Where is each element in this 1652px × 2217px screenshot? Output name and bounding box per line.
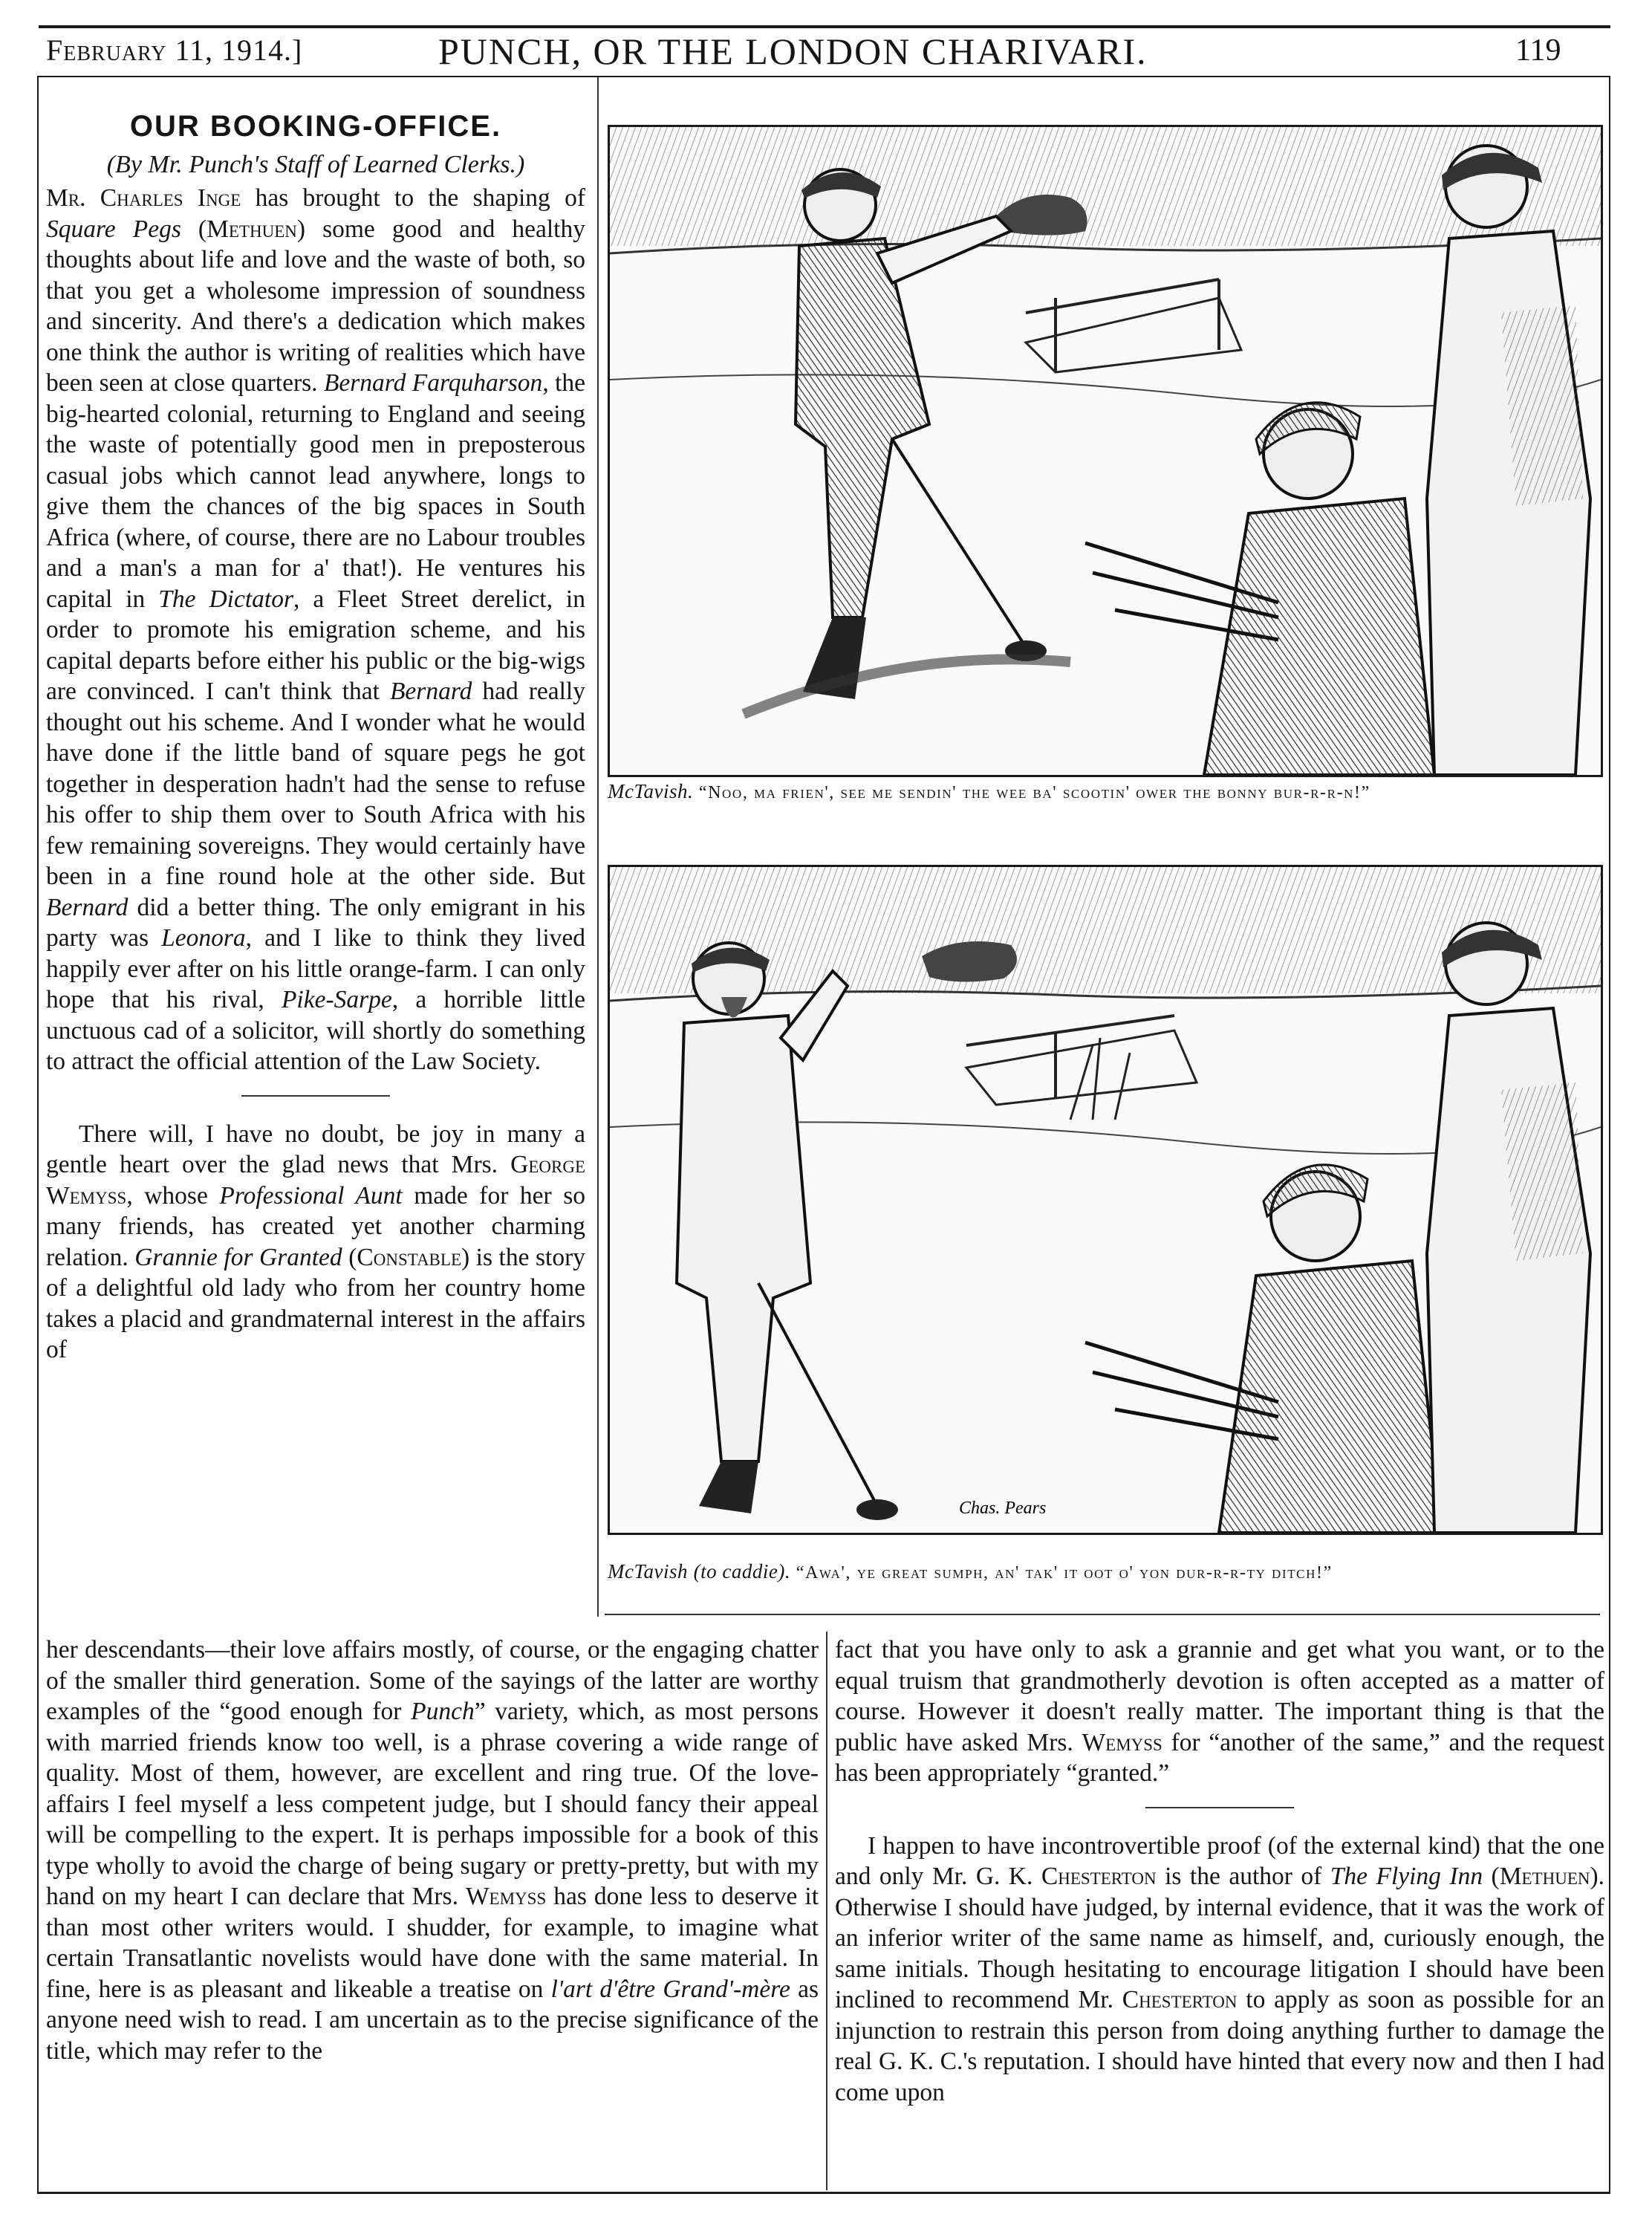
issue-date: February 11, 1914.] (46, 33, 303, 67)
cartoon-golf-burn-illustration (608, 125, 1603, 777)
header-top-rule (39, 25, 1610, 28)
cartoon2-speaker: McTavish (608, 1560, 689, 1583)
section-separator-2 (1145, 1807, 1294, 1808)
review-square-pegs: Mr. Charles Inge has brought to the shaping of Square Pegs (Methuen) some good and healthy thoughts about life and love and the waste of both, so that you get a wholesome impression of soundness and sincerity. And there's a dedication which makes one think the author is writing of realities which have been seen at close quarters. Bernard Farquharson, the big-hearted colonial, returning to England and seeing the waste of potentially good men in preposterous casual jobs which cannot lead anywhere, longs to give them the chances of the big spaces in South Africa (where, of course, there are no Labour troubles and a man's a man for a' that!). He ventures his capital in The Dictator, a Fleet Street derelict, in order to promote his emigration scheme, and his capital departs before either his public or the big-wigs are convinced. I can't think that Bernard had really thought out his scheme. And I wonder what he would have done if the little band of square pegs he got together in desperation hadn't had the sense to refuse his offer to ship them over to South Africa with his few remaining sovereigns. They would certainly have been in a fine round hole at the other side. But Bernard did a better thing. The only emigrant in his party was Leonora, and I like to think they lived happily ever after on his little orange-farm. I can only hope that his rival, Pike-Sarpe, a horrible little unctuous cad of a solicitor, will shortly do something to attract the official attention of the Law Society. (46, 184, 585, 1075)
page-number: 119 (1515, 33, 1561, 68)
frame-left-rule (37, 76, 39, 2193)
magazine-title: PUNCH, OR THE LONDON CHARIVARI. (438, 30, 1148, 72)
review-grannie-continued: her descendants—their love affairs mostly, of course, or the engaging chatter of the smaller third generation. Some of the sayings of the latter are worthy examples of the “good enough for Punch” variety, which, as most persons with married friends know too well, is a phrase covering a wide range of quality. Most of them, however, are excellent and ring true. Of the love-affairs I feel myself a less competent judge, but I should fancy their appeal will be compelling to the expert. It is perhaps impossible for a book of this type wholly to avoid the charge of being sugary or pretty-pretty, but with my hand on my heart I can declare that Mrs. Wemyss has done less to deserve it than most other writers would. I shudder, for example, to imagine what certain Transatlantic novelists would have done with the same material. In fine, here is as pleasant and likeable a treatise on l'art d'être Grand'-mère as anyone need wish to read. I am uncertain as to the precise significance of the title, which may refer to the (46, 1636, 819, 2065)
review-flying-inn: I happen to have incontrovertible proof (of the external kind) that the one and only Mr. G. K. Chesterton is the author of The Flying Inn (Methuen). Otherwise I should have judged, by internal evidence, that it was the work of an inferior writer of the same name as himself, and, curiously enough, the same initials. Though hesitating to encourage litigation I should have been inclined to recommend Mr. Chesterton to apply as soon as possible for an injunction to restrain this person from doing anything further to damage the real G. K. C.'s reputation. I should have hinted that every now and then I had come upon (835, 1831, 1605, 2106)
cartoon-golf-ditch-illustration (608, 865, 1603, 1535)
column-rule-upper (597, 77, 599, 1617)
section-separator (241, 1095, 390, 1097)
golf-ditch-scene-illustration (610, 867, 1601, 1533)
column-rule-lower (826, 1632, 827, 2190)
header-bottom-rule (39, 76, 1610, 77)
illustration-bottom-rule (605, 1614, 1600, 1615)
cartoon2-speech: “Awa', ye great sumph, an' tak' it oot o' yon dur-r-r-ty ditch!” (796, 1563, 1333, 1583)
left-column (46, 83, 585, 1366)
cartoon2-direction: (to caddie). (693, 1560, 791, 1583)
review-grannie-for-granted: There will, I have no doubt, be joy in many a gentle heart over the glad news that Mrs. George Wemyss, whose Professional Aunt made for her so many friends, has created yet another charming relation. Grannie for Granted (Constable) is the story of a delightful old lady who from her country home takes a placid and grandmaternal interest in the affairs of (46, 1120, 585, 1363)
frame-bottom-rule (37, 2192, 1610, 2194)
cartoon1-caption (608, 780, 1600, 805)
artist-signature: Chas. Pears (959, 1499, 1047, 1518)
article-title: OUR BOOKING-OFFICE. (129, 110, 502, 143)
golf-scene-illustration (610, 127, 1601, 775)
cartoon1-speech: “Noo, ma frien', see me sendin' the wee ba' scootin' ower the bonny bur-r-r-n!” (698, 783, 1370, 802)
review-grannie-end: fact that you have only to ask a grannie and get what you want, or to the equal truism that grandmotherly devotion is often accepted as a matter of course. However it doesn't really matter. The important thing is that the public have asked Mrs. Wemyss for “another of the same,” and the request has been appropriately “granted.” (835, 1636, 1604, 1787)
article-byline: (By Mr. Punch's Staff of Learned Clerks.) (106, 151, 525, 178)
cartoon2-caption (608, 1560, 1600, 1585)
bottom-left-column (46, 1635, 819, 2066)
cartoon1-speaker: McTavish. (608, 780, 694, 802)
frame-right-rule (1609, 76, 1610, 2193)
bottom-right-column (835, 1635, 1604, 2108)
